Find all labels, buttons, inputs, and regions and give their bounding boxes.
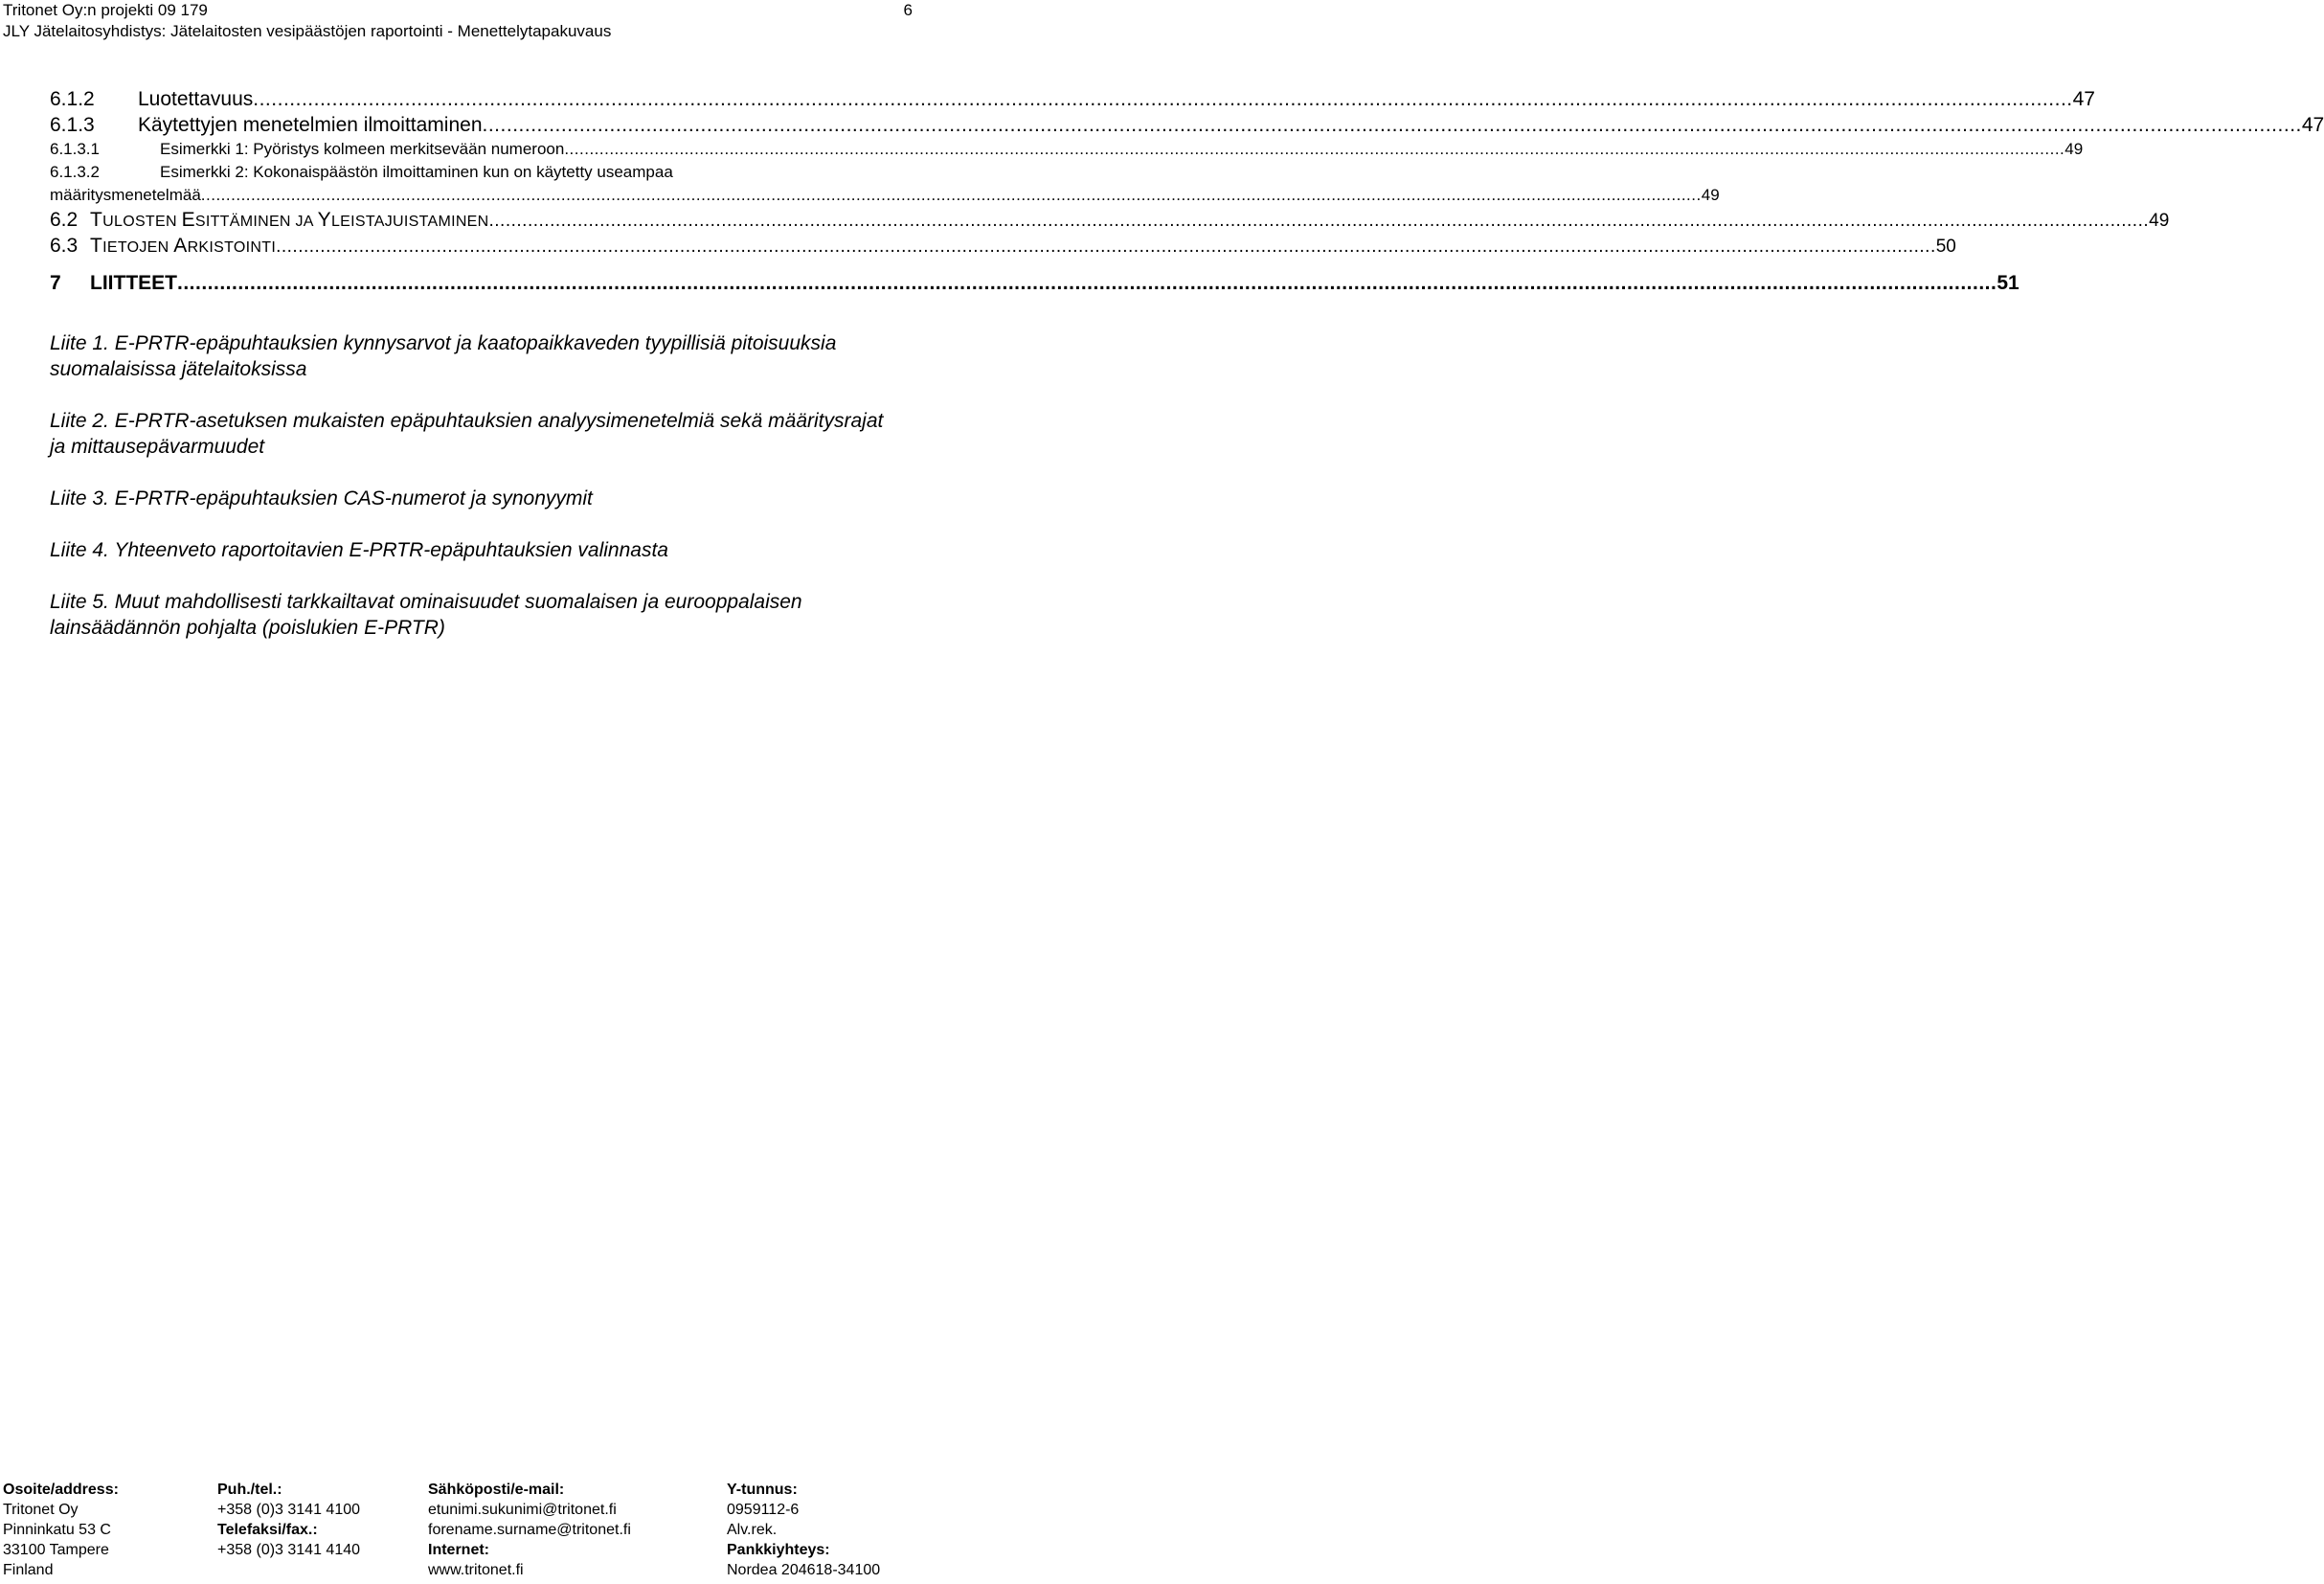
toc-number: 6.1.3.2 (50, 163, 100, 181)
appendix-list (50, 330, 892, 667)
footer-label: Telefaksi/fax.: (217, 1522, 318, 1538)
appendix-item: Liite 3. E-PRTR-epäpuhtauksien CAS-numerot ja synonyymit (50, 487, 593, 509)
footer-label: Puh./tel.: (217, 1482, 282, 1498)
toc-title: Käytettyjen menetelmien ilmoittaminen (138, 114, 483, 136)
postal-city: 33100 Tampere (3, 1542, 109, 1558)
vat-registration: Alv.rek. (727, 1522, 778, 1538)
page-header (3, 0, 913, 42)
footer-phone (217, 1480, 360, 1560)
footer-label: Y-tunnus: (727, 1482, 798, 1498)
toc-page: 49 (2149, 211, 2170, 231)
toc-title: TIETOJEN ARKISTOINTI (90, 235, 277, 257)
toc-entry-continuation[interactable] (50, 184, 1720, 207)
appendix-item: Liite 1. E-PRTR-epäpuhtauksien kynnysarvot ja kaatopaikkaveden tyypillisiä pitoisuuksia suomalaisissa jätelaitoksissa (50, 332, 837, 380)
toc-number: 6.1.3 (50, 114, 95, 136)
toc-page: 49 (1701, 186, 1720, 204)
toc-title: määritysmenetelmää (50, 186, 201, 204)
toc-leader: ............................................................................................................................................................................................................................................................................................................ (253, 88, 2073, 110)
toc-title: Esimerkki 2: Kokonaispäästön ilmoittaminen kun on käytetty useampaa (160, 163, 673, 181)
toc-entry[interactable] (50, 112, 2324, 138)
toc-entry[interactable] (50, 86, 2095, 112)
fax-number: +358 (0)3 3141 4140 (217, 1542, 361, 1558)
toc-number: 6.2 (50, 209, 79, 231)
toc-page: 47 (2301, 114, 2324, 136)
bank-account: Nordea 204618-34100 (727, 1562, 881, 1578)
email-address[interactable]: forename.surname@tritonet.fi (428, 1522, 631, 1538)
appendix-item: Liite 5. Muut mahdollisesti tarkkailtavat ominaisuudet suomalaisen ja eurooppalaisen lainsäädännön pohjalta (poislukien E-PRTR) (50, 591, 802, 639)
toc-page: 49 (2065, 140, 2084, 158)
appendix-item: Liite 2. E-PRTR-asetuksen mukaisten epäpuhtauksien analyysimenetelmiä sekä määritysrajat ja mittausepävarmuudet (50, 410, 884, 458)
toc-title: Esimerkki 1: Pyöristys kolmeen merkitsevään numeroon (160, 140, 565, 158)
toc-leader: ............................................................................................................................................................................................................................................................................................................ (564, 140, 2065, 158)
toc-title: LIITTEET (90, 272, 177, 294)
toc-entry[interactable] (50, 161, 890, 184)
toc-entry[interactable] (50, 233, 1956, 259)
toc-leader: ............................................................................................................................................................................................................................................................................................................ (177, 272, 1997, 294)
footer-email (428, 1480, 631, 1580)
toc-leader: ............................................................................................................................................................................................................................................................................................................ (482, 114, 2302, 136)
appendix-item: Liite 4. Yhteenveto raportoitavien E-PRTR-epäpuhtauksien valinnasta (50, 539, 668, 561)
toc-entry[interactable] (50, 207, 2170, 233)
phone-number: +358 (0)3 3141 4100 (217, 1502, 361, 1518)
toc-number: 6.1.2 (50, 88, 95, 110)
toc-title: TULOSTEN ESITTÄMINEN JA YLEISTAJUISTAMINEN (90, 209, 489, 231)
business-id: 0959112-6 (727, 1502, 800, 1518)
toc-leader: ............................................................................................................................................................................................................................................................................................................ (488, 211, 2150, 231)
toc-number: 7 (50, 272, 61, 294)
page-number: 6 (903, 1, 913, 19)
header-document-title: JLY Jätelaitosyhdistys: Jätelaitosten vesipäästöjen raportointi - Menettelytapakuvaus (3, 22, 612, 40)
toc-entry[interactable] (50, 268, 2019, 298)
footer-label: Internet: (428, 1542, 489, 1558)
country: Finland (3, 1562, 54, 1578)
footer-label: Sähköposti/e-mail: (428, 1482, 565, 1498)
table-of-contents (50, 86, 2324, 298)
toc-title: Luotettavuus (138, 88, 254, 110)
footer-label: Pankkiyhteys: (727, 1542, 830, 1558)
website-link[interactable]: www.tritonet.fi (428, 1562, 524, 1578)
toc-leader: ............................................................................................................................................................................................................................................................................................................ (276, 237, 1936, 257)
footer-address (3, 1480, 119, 1580)
toc-entry[interactable] (50, 138, 2084, 161)
toc-number: 6.1.3.1 (50, 140, 100, 158)
toc-page: 47 (2072, 88, 2095, 110)
footer-label: Osoite/address: (3, 1482, 119, 1498)
header-project: Tritonet Oy:n projekti 09 179 (3, 1, 208, 19)
footer-ids (727, 1480, 880, 1580)
email-address[interactable]: etunimi.sukunimi@tritonet.fi (428, 1502, 617, 1518)
street-address: Pinninkatu 53 C (3, 1522, 111, 1538)
company-name: Tritonet Oy (3, 1502, 79, 1518)
toc-page: 51 (1997, 272, 2019, 294)
toc-page: 50 (1935, 237, 1956, 257)
toc-leader: ............................................................................................................................................................................................................................................................................................................ (200, 186, 1702, 204)
toc-number: 6.3 (50, 235, 79, 257)
